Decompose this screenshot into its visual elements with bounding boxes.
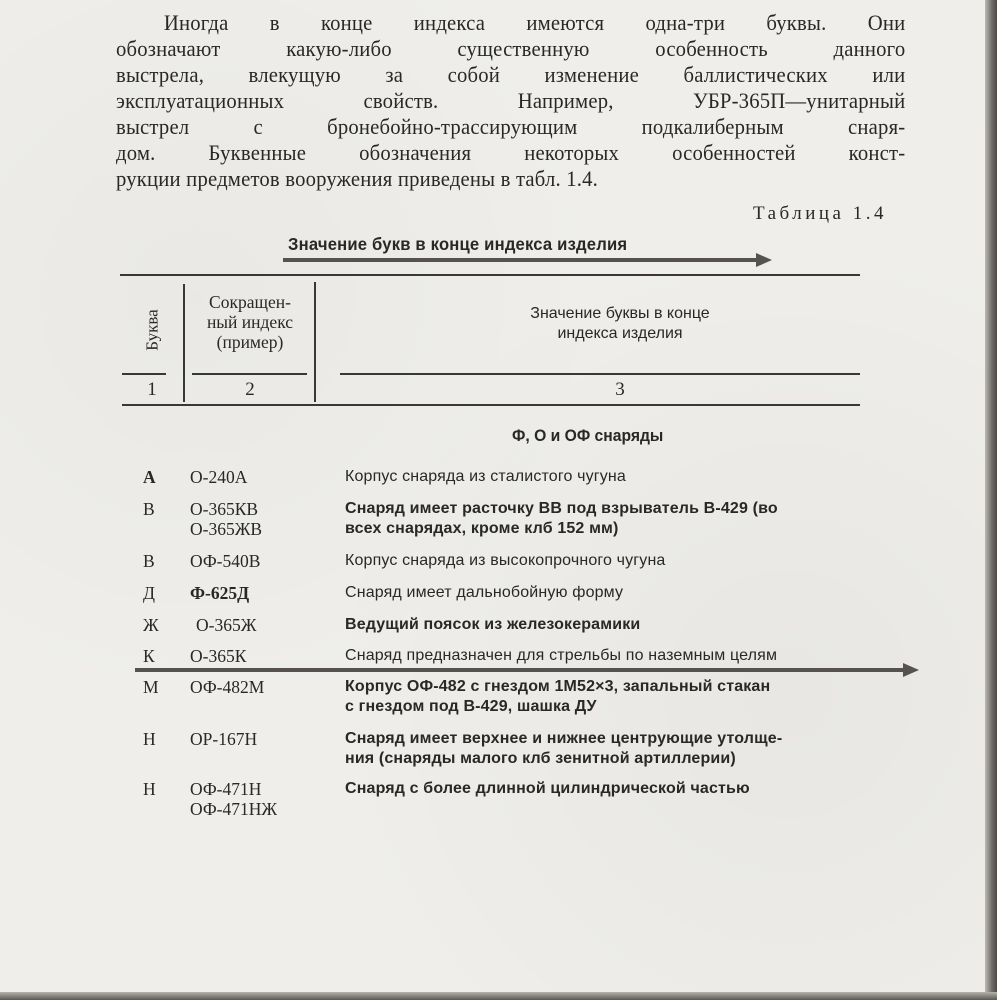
row-index: О-365К — [190, 646, 247, 666]
header-col1 — [143, 290, 163, 370]
arrow-annotation — [283, 258, 758, 262]
table-number: Таблица 1.4 — [752, 203, 887, 224]
row-description: Корпус снаряда из высокопрочного чугуна — [345, 552, 666, 569]
row-index: ОФ-471НЖ — [190, 799, 278, 819]
row-description: Снаряд с более длинной цилиндрической частью — [345, 780, 750, 797]
header-col3-line: индекса изделия — [557, 325, 683, 342]
row-description: Корпус ОФ-482 с гнездом 1М52×3, запальный стакан — [345, 678, 771, 695]
row-letter: Д — [143, 583, 155, 603]
page-edge-shadow-bottom — [0, 992, 997, 1000]
row-index: Ф-625Д — [190, 583, 250, 603]
paragraph-line: выстрел с бронебойно-трассирующим подкалиберным снаря- — [116, 114, 906, 139]
row-description: с гнездом под В-429, шашка ДУ — [345, 698, 597, 715]
column-number-1: 1 — [147, 379, 157, 400]
section-title: Ф, О и ОФ снаряды — [512, 427, 664, 445]
row-description: Снаряд имеет расточку ВВ под взрыватель В-429 (во — [345, 500, 778, 517]
row-description: ния (снаряды малого клб зенитной артиллерии) — [345, 750, 736, 767]
row-letter: К — [143, 646, 155, 666]
page-edge-shadow-right — [985, 0, 997, 1000]
header-rule — [192, 373, 307, 375]
row-index: ОФ-471Н — [190, 779, 262, 799]
header-col2 — [186, 292, 314, 352]
paragraph-line: эксплуатационных свойств. Например, УБР-365П—унитарный — [116, 88, 906, 113]
row-index: О-240А — [190, 467, 248, 487]
row-description: Корпус снаряда из сталистого чугуна — [345, 468, 626, 485]
intro-paragraph — [116, 10, 905, 192]
row-index: О-365Ж — [196, 615, 257, 635]
row-description: Снаряд предназначен для стрельбы по наземным целям — [345, 647, 778, 664]
paragraph-line: выстрела, влекущую за собой изменение баллистических или — [116, 62, 906, 87]
row-index: ОФ-540В — [190, 551, 261, 571]
row-index: О-365КВ — [190, 499, 259, 519]
header-col3 — [420, 304, 820, 344]
row-letter: А — [143, 467, 156, 487]
row-letter: В — [143, 499, 155, 519]
table-top-rule — [120, 274, 860, 276]
column-divider — [314, 282, 316, 402]
row-description: Снаряд имеет дальнобойную форму — [345, 584, 624, 601]
row-description: Снаряд имеет верхнее и нижнее центрующие утолще- — [345, 730, 783, 747]
column-divider — [183, 284, 185, 402]
arrow-annotation — [135, 668, 905, 672]
row-index: О-365ЖВ — [190, 519, 263, 539]
paragraph-line: рукции предметов вооружения приведены в табл. 1.4. — [116, 166, 599, 191]
paragraph-line: Иногда в конце индекса имеются одна-три буквы. Они — [163, 10, 906, 35]
row-index: ОР-167Н — [190, 729, 258, 749]
header-col1-text: Буква — [143, 309, 163, 351]
header-col3-line: Значение буквы в конце — [530, 305, 710, 322]
paragraph-line: обозначают какую-либо существенную особенность данного — [116, 36, 906, 61]
row-letter: М — [143, 677, 159, 697]
row-letter: Н — [143, 779, 156, 799]
row-letter: Ж — [143, 615, 159, 635]
header-rule — [340, 373, 860, 375]
column-number-3: 3 — [615, 379, 625, 400]
paragraph-line: дом. Буквенные обозначения некоторых особенностей конст- — [116, 140, 906, 165]
column-number-2: 2 — [245, 379, 255, 400]
header-col2-line: Сокращен- — [209, 292, 291, 312]
header-col2-line: ный индекс — [206, 312, 294, 332]
header-rule — [122, 373, 166, 375]
header-col2-line: (пример) — [216, 332, 284, 352]
row-index: ОФ-482М — [190, 677, 265, 697]
row-description: Ведущий поясок из железокерамики — [345, 616, 641, 633]
row-letter: Н — [143, 729, 156, 749]
table-title: Значение букв в конце индекса изделия — [288, 234, 628, 254]
row-letter: В — [143, 551, 155, 571]
header-bottom-rule — [122, 404, 860, 406]
row-description: всех снарядах, кроме клб 152 мм) — [345, 520, 619, 537]
